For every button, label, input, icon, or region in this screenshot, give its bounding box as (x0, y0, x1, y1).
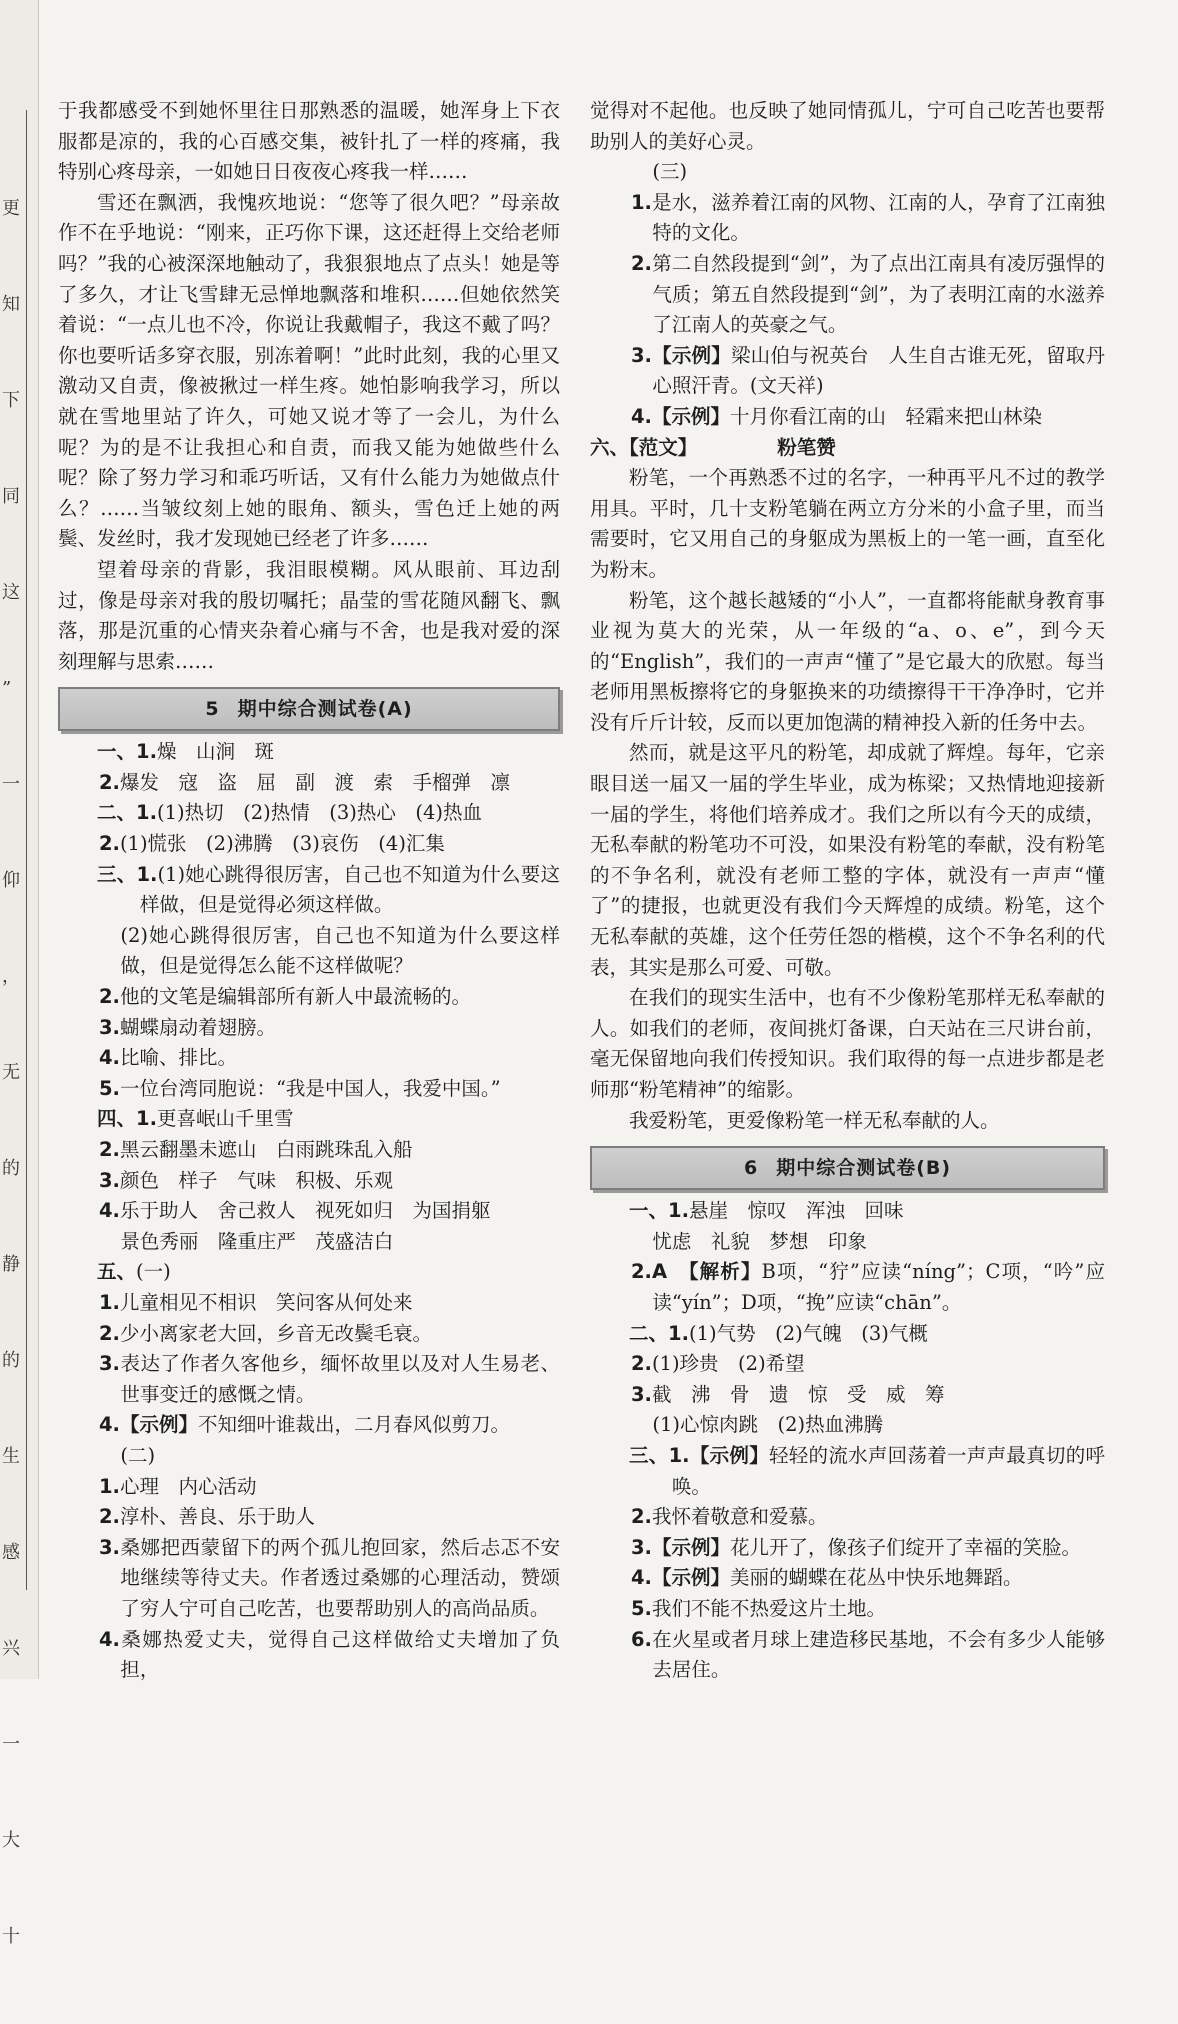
answer-line (590, 249, 1105, 341)
section-number: 五、 (97, 1260, 137, 1284)
answers-test-a (58, 737, 560, 1685)
gutter-char: 无 (2, 1062, 20, 1083)
gutter-char: 静 (2, 1254, 20, 1275)
answer-text: 悬崖 惊叹 浑浊 回味 (689, 1199, 904, 1223)
answer-line (590, 1594, 1105, 1625)
section-number: 一、 (629, 1199, 669, 1223)
answer-text: 黑云翻墨未遮山 白雨跳珠乱入船 (119, 1138, 413, 1161)
answer-line (58, 1074, 560, 1105)
gutter-char: 生 (2, 1446, 20, 1467)
answer-line (590, 188, 1105, 249)
item-number: 1. (630, 190, 652, 214)
item-number: 2. (98, 1138, 120, 1161)
answer-line (590, 402, 1105, 433)
answer-line (58, 1288, 560, 1319)
example-label: 【示例】 (651, 343, 731, 367)
answer-line (58, 768, 560, 799)
example-label: 【示例】 (651, 404, 730, 428)
essay-paragraph: 雪还在飘洒，我愧疚地说：“您等了很久吧？”母亲故作不在乎地说：“刚来，正巧你下课，这还赶得上交给老师吗？”我的心被深深地触动了，我狠狠地点了点头！她是等了多久，才让飞雪肆无忌惮地飘落和堆积……但她依然笑着说：“一点儿也不冷，你说让我戴帽子，我这不戴了吗？你也要听话多穿衣服，别冻着啊！”此时此刻，我的心里又激动又自责，像被揪过一样生疼。她怕影响我学习，所以就在雪地里站了许久，可她又说才等了一会儿，为什么呢？为的是不让我担心和自责，而我又能为她做些什么呢？除了努力学习和乖巧听话，又有什么能力为她做点什么？……当皱纹刻上她的眼角、额头，雪色迁上她的两鬓、发丝时，我才发现她已经老了许多…… (58, 190, 560, 551)
model-essay-body (590, 463, 1105, 1136)
item-number: 1. (136, 862, 158, 886)
essay-paragraph: 望着母亲的背影，我泪眼模糊。风从眼前、耳边刮过，像是母亲对我的殷切嘱托；晶莹的雪花随风翻飞、飘落，那是沉重的心情夹杂着心痛与不舍，也是我对爱的深刻理解与思索…… (58, 557, 560, 673)
answer-text: 他的文笔是编辑部所有新人中最流畅的。 (119, 985, 471, 1009)
answer-text: 比喻、排比。 (119, 1046, 237, 1070)
answer-text: 是水，滋养着江南的风物、江南的人，孕育了江南独特的文化。 (651, 190, 1105, 245)
answer-line (590, 1625, 1105, 1686)
gutter-char: 同 (2, 486, 20, 507)
essay-paragraph: 粉笔，这个越长越矮的“小人”，一直都将能献身教育事业视为莫大的光荣，从一年级的“a、o、e”，到今天的“English”，我们的一声声“懂了”是它最大的欣慰。每当老师用黑板擦将它的身躯换来的功绩擦得干干净净时，它并没有斤斤计较，反而以更加饱满的精神投入新的任务中去。 (590, 588, 1105, 734)
model-essay-label: 【范文】 (629, 435, 698, 459)
item-number: 1. (668, 1199, 689, 1223)
answer-line (58, 1257, 560, 1288)
answer-line (590, 1563, 1105, 1594)
gutter-rule (26, 110, 27, 1590)
gutter-char: 一 (2, 774, 20, 795)
answer-line (590, 1196, 1105, 1227)
answer-line (590, 96, 1105, 157)
item-number: 1. (136, 801, 157, 825)
answer-line (590, 341, 1105, 402)
banner-title: 期中综合测试卷(A) (237, 698, 413, 721)
item-number: 3. (630, 1382, 652, 1406)
answer-text: 不知细叶谁裁出，二月春风似剪刀。 (197, 1413, 510, 1437)
answer-text: 燥 山涧 斑 (157, 740, 275, 764)
right-column (590, 96, 1105, 1686)
answer-line (58, 860, 560, 921)
answer-text: 梁山伯与祝英台 人生自古谁无死，留取丹心照汗青。(文天祥) (652, 343, 1105, 398)
item-number: 4. (98, 1199, 120, 1223)
model-essay-title: 粉笔赞 (777, 435, 836, 459)
section-number: 二、 (629, 1321, 669, 1345)
answer-text: 乐于助人 舍己救人 视死如归 为国捐躯 (119, 1199, 491, 1223)
banner-number: 5 (205, 698, 220, 721)
section-number: 一、 (97, 740, 137, 764)
essay-paragraph: 粉笔，一个再熟悉不过的名字，一种再平凡不过的教学用具。平时，几十支粉笔躺在两立方分米的小盒子里，而当需要时，它又用自己的身躯成为黑板上的一笔一画，直至化为粉末。 (590, 466, 1105, 581)
gutter-char: 更 (2, 198, 20, 219)
model-essay-heading (590, 433, 1105, 464)
item-number: 2. (630, 1505, 652, 1529)
answer-line (58, 1166, 560, 1197)
answer-line (590, 1319, 1105, 1350)
answer-text: 桑娜热爱丈夫，觉得自己这样做给丈夫增加了负担， (119, 1627, 560, 1682)
left-column (58, 96, 560, 1686)
gutter-char: 下 (2, 390, 20, 411)
answer-line (590, 1533, 1105, 1564)
answer-line (590, 1441, 1105, 1502)
answer-text: 截 沸 骨 遗 惊 受 威 筹 (651, 1382, 945, 1406)
answer-line (590, 1380, 1105, 1411)
answer-line (58, 1625, 560, 1686)
answer-text: 表达了作者久客他乡，缅怀故里以及对人生易老、世事变迁的感慨之情。 (119, 1352, 560, 1406)
answer-text: (三) (652, 160, 688, 184)
answer-text: (1)心惊肉跳 (2)热血沸腾 (652, 1413, 884, 1437)
answer-text: (1)珍贵 (2)希望 (651, 1352, 805, 1376)
item-number: 1. (668, 1443, 690, 1467)
answer-line (590, 1502, 1105, 1533)
answer-text: 少小离家老大回，乡音无改鬓毛衰。 (119, 1321, 432, 1345)
item-number: 6. (630, 1627, 652, 1651)
item-number: 4. (630, 404, 652, 428)
item-number: 4. (98, 1627, 120, 1651)
gutter-char: ” (2, 678, 12, 699)
gutter-char: 一 (2, 1734, 20, 1755)
item-number: 3. (98, 1168, 120, 1192)
item-number: 2. (630, 251, 652, 275)
section-number: 四、 (97, 1107, 137, 1131)
essay-paragraph: 然而，就是这平凡的粉笔，却成就了辉煌。每年，它亲眼目送一届又一届的学生毕业，成为栋梁；又热情地迎接新一届的学生，将他们培养成才。我们之所以有今天的成绩，无私奉献的粉笔功不可没，如果没有粉笔的奉献，没有粉笔的不争名利，就没有老师工整的字体，就没有一声声“懂了”的捷报，也就更没有我们今天辉煌的成绩。粉笔，这个无私奉献的英雄，这个任劳任怨的楷模，这个不争名利的代表，其实是那么可爱、可敬。 (590, 741, 1105, 979)
gutter-char: 感 (2, 1542, 20, 1563)
example-label: 【示例】 (119, 1413, 198, 1437)
answer-line (58, 1472, 560, 1503)
gutter-char: 这 (2, 582, 20, 603)
answer-text: 儿童相见不相识 笑问客从何处来 (119, 1290, 413, 1314)
answer-text: 觉得对不起他。也反映了她同情孤儿，宁可自己吃苦也要帮助别人的美好心灵。 (590, 99, 1105, 153)
item-number: 1. (98, 1474, 120, 1498)
answer-text: (1)气势 (2)气魄 (3)气概 (689, 1321, 928, 1345)
answer-text: 淳朴、善良、乐于助人 (119, 1505, 315, 1529)
gutter-char: 的 (2, 1350, 20, 1371)
item-number: 1. (668, 1321, 689, 1345)
section-number: 二、 (97, 801, 137, 825)
answer-text: (1)热切 (2)热情 (3)热心 (4)热血 (157, 801, 482, 825)
answer-text: 更喜岷山千里雪 (157, 1107, 294, 1131)
item-number: 3. (630, 343, 652, 367)
answer-line (58, 737, 560, 768)
answer-text: 第二自然段提到“剑”，为了点出江南具有凌厉强悍的气质；第五自然段提到“剑”，为了表明江南的水滋养了江南人的英豪之气。 (651, 251, 1105, 337)
gutter-char: ， (2, 966, 20, 987)
answer-text: 十月你看江南的山 轻霜来把山林染 (729, 404, 1042, 428)
section-banner-5 (58, 687, 560, 731)
item-number: 2. (98, 1321, 120, 1345)
answer-line (58, 1441, 560, 1472)
item-number: 3. (98, 1015, 120, 1039)
answer-line (58, 1533, 560, 1625)
answer-text: 桑娜把西蒙留下的两个孤儿抱回家，然后忐忑不安地继续等待丈夫。作者透过桑娜的心理活动，赞颂了穷人宁可自己吃苦，也要帮助别人的高尚品质。 (119, 1535, 560, 1620)
answer-line (590, 1227, 1105, 1258)
item-number: 3. (98, 1535, 120, 1559)
answer-line (58, 1104, 560, 1135)
answer-text: 一位台湾同胞说：“我是中国人，我爱中国。” (119, 1076, 501, 1100)
section-banner-6 (590, 1146, 1105, 1190)
gutter-char: 知 (2, 294, 20, 315)
example-label: 【示例】 (651, 1535, 730, 1559)
example-label: 【示例】 (651, 1566, 730, 1590)
answer-line (58, 1319, 560, 1350)
answer-line (58, 829, 560, 860)
item-number: 2. (98, 770, 120, 794)
item-number: 1. (136, 740, 157, 764)
essay-continuation (58, 96, 560, 677)
essay-paragraph: 我爱粉笔，更爱像粉笔一样无私奉献的人。 (629, 1108, 1000, 1132)
answer-line (58, 982, 560, 1013)
answer-line (58, 1502, 560, 1533)
answer-text: (1)她心跳得很厉害，自己也不知道为什么要这样做，但是觉得必须这样做。 (139, 862, 560, 917)
example-label: A 【解析】 (651, 1260, 762, 1284)
answer-text: (1)慌张 (2)沸腾 (3)哀伤 (4)汇集 (119, 832, 445, 856)
section-number: 三、 (629, 1443, 669, 1467)
answer-line (58, 1410, 560, 1441)
item-number: 2. (98, 832, 120, 856)
answer-text: 我怀着敬意和爱慕。 (651, 1505, 828, 1529)
binding-gutter (0, 0, 39, 1947)
item-number: 2. (630, 1260, 652, 1284)
item-number: 1. (136, 1107, 157, 1131)
item-number: 5. (630, 1596, 652, 1620)
answer-text: 美丽的蝴蝶在花丛中快乐地舞蹈。 (729, 1566, 1023, 1590)
item-number: 2. (98, 985, 120, 1009)
item-number: 1. (98, 1290, 120, 1314)
answer-line (58, 1135, 560, 1166)
gutter-char: 仰 (2, 870, 20, 891)
answer-line (590, 1349, 1105, 1380)
answers-test-a-continued (590, 96, 1105, 433)
answer-text: 在火星或者月球上建造移民基地，不会有多少人能够去居住。 (651, 1627, 1105, 1682)
section-number: 六、 (590, 435, 630, 459)
answer-text: 我们不能不热爱这片土地。 (651, 1596, 886, 1620)
answer-text: 爆发 寇 盗 屈 副 渡 索 手榴弹 凛 (119, 770, 510, 794)
answer-text: 轻轻的流水声回荡着一声声最真切的呼唤。 (671, 1443, 1105, 1498)
answer-line (58, 921, 560, 982)
answer-line (590, 1410, 1105, 1441)
example-label: 【示例】 (689, 1443, 769, 1467)
essay-paragraph: 于我都感受不到她怀里往日那熟悉的温暖，她浑身上下衣服都是凉的，我的心百感交集，被针扎了一样的疼痛，我特别心疼母亲，一如她日日夜夜心疼我一样…… (58, 99, 560, 184)
section-number: 三、 (97, 862, 137, 886)
answer-text: (一) (136, 1260, 171, 1284)
answer-text: 蝴蝶扇动着翅膀。 (119, 1015, 276, 1039)
banner-title: 期中综合测试卷(B) (776, 1157, 952, 1180)
item-number: 2. (630, 1352, 652, 1376)
item-number: 3. (630, 1535, 652, 1559)
answer-text: (二) (120, 1443, 156, 1467)
gutter-text (2, 200, 24, 2024)
gutter-char: 十 (2, 1926, 20, 1947)
item-number: 3. (98, 1352, 120, 1376)
answer-line (58, 1196, 560, 1227)
item-number: 4. (98, 1046, 120, 1070)
answer-line (58, 798, 560, 829)
answer-line (590, 157, 1105, 188)
answer-line (590, 1257, 1105, 1318)
essay-paragraph: 在我们的现实生活中，也有不少像粉笔那样无私奉献的人。如我们的老师，夜间挑灯备课，白天站在三尺讲台前，毫无保留地向我们传授知识。我们取得的每一点进步都是老师那“粉笔精神”的缩影。 (590, 986, 1105, 1101)
answer-line (58, 1227, 560, 1258)
item-number: 5. (98, 1076, 120, 1100)
answers-test-b (590, 1196, 1105, 1686)
item-number: 4. (98, 1413, 120, 1437)
answer-line (58, 1043, 560, 1074)
gutter-char: 的 (2, 1158, 20, 1179)
answer-text: 花儿开了，像孩子们绽开了幸福的笑脸。 (729, 1535, 1081, 1559)
answer-line (58, 1349, 560, 1410)
banner-number: 6 (743, 1157, 759, 1180)
gutter-char: 兴 (2, 1638, 20, 1659)
answer-text: 心理 内心活动 (119, 1474, 257, 1498)
item-number: 4. (630, 1566, 652, 1590)
gutter-char: 大 (2, 1830, 20, 1851)
answer-line (58, 1013, 560, 1044)
answer-text: 忧虑 礼貌 梦想 印象 (652, 1229, 867, 1253)
answer-text: 景色秀丽 隆重庄严 茂盛洁白 (120, 1229, 394, 1253)
answer-text: B项，“狞”应读“níng”；C项，“吟”应读“yín”；D项，“挽”应读“chān”。 (652, 1260, 1106, 1314)
answer-text: (2)她心跳得很厉害，自己也不知道为什么要这样做，但是觉得怎么能不这样做呢？ (120, 923, 560, 978)
answer-text: 颜色 样子 气味 积极、乐观 (119, 1168, 393, 1192)
item-number: 2. (98, 1505, 120, 1529)
